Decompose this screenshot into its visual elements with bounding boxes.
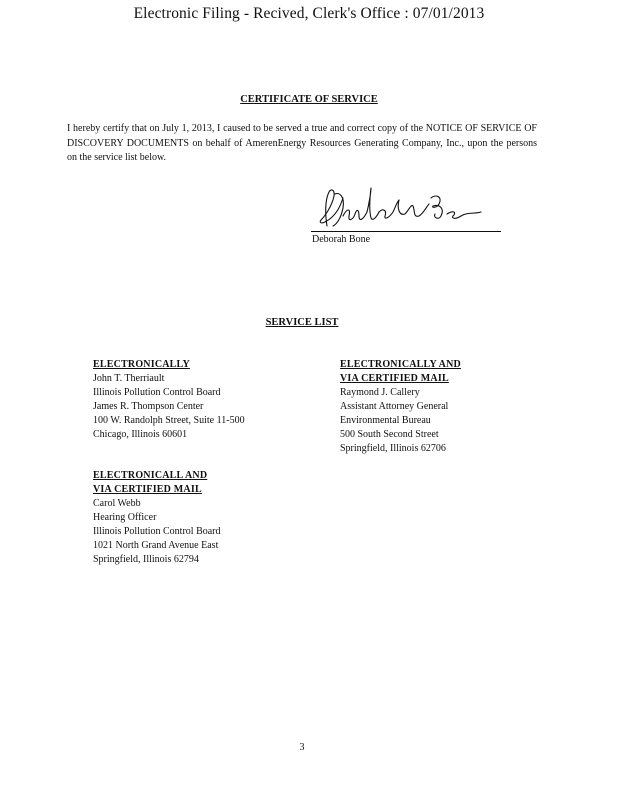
- recipient-line: John T. Therriault: [93, 373, 165, 384]
- recipient-line: Assistant Attorney General: [340, 401, 449, 412]
- recipient-line: 1021 North Grand Avenue East: [93, 540, 219, 551]
- recipient-heading: VIA CERTIFIED MAIL: [93, 484, 202, 495]
- recipient-heading: ELECTRONICALLY AND: [340, 359, 461, 370]
- service-list-title: SERVICE LIST: [265, 317, 339, 328]
- certificate-title: CERTIFICATE OF SERVICE: [240, 94, 378, 105]
- recipient-line: Environmental Bureau: [340, 415, 431, 426]
- recipient-line: 500 South Second Street: [340, 429, 439, 440]
- signature-line: [311, 231, 501, 232]
- recipient-line: Hearing Officer: [93, 512, 157, 523]
- filing-stamp-header: Electronic Filing - Recived, Clerk's Office : 07/01/2013: [133, 5, 485, 22]
- certificate-paragraph: [67, 122, 537, 166]
- recipient-line: Springfield, Illinois 62706: [340, 443, 446, 454]
- recipient-line: James R. Thompson Center: [93, 401, 204, 412]
- recipient-heading: ELECTRONICALL AND: [93, 470, 208, 481]
- recipient-block: [93, 358, 245, 442]
- recipient-line: Illinois Pollution Control Board: [93, 387, 221, 398]
- recipient-line: Springfield, Illinois 62794: [93, 554, 199, 565]
- recipient-block: [340, 358, 461, 456]
- recipient-heading: VIA CERTIFIED MAIL: [340, 373, 449, 384]
- recipient-line: Illinois Pollution Control Board: [93, 526, 221, 537]
- recipient-line: Carol Webb: [93, 498, 141, 509]
- signer-name: Deborah Bone: [312, 234, 371, 245]
- certificate-text: I hereby certify that on July 1, 2013, I caused to be served a true and correct copy of the NOTICE OF SERVICE OF DISCOVERY DOCUMENTS on behalf of AmerenEnergy Resources Generating Company, Inc., upon the persons on the service list below.: [67, 123, 537, 163]
- recipient-block: [93, 469, 221, 567]
- recipient-line: Chicago, Illinois 60601: [93, 429, 188, 440]
- recipient-heading: ELECTRONICALLY: [93, 359, 190, 370]
- signature-icon: [315, 186, 493, 232]
- recipient-line: 100 W. Randolph Street, Suite 11-500: [93, 415, 245, 426]
- recipient-line: Raymond J. Callery: [340, 387, 420, 398]
- page-number: 3: [299, 742, 305, 753]
